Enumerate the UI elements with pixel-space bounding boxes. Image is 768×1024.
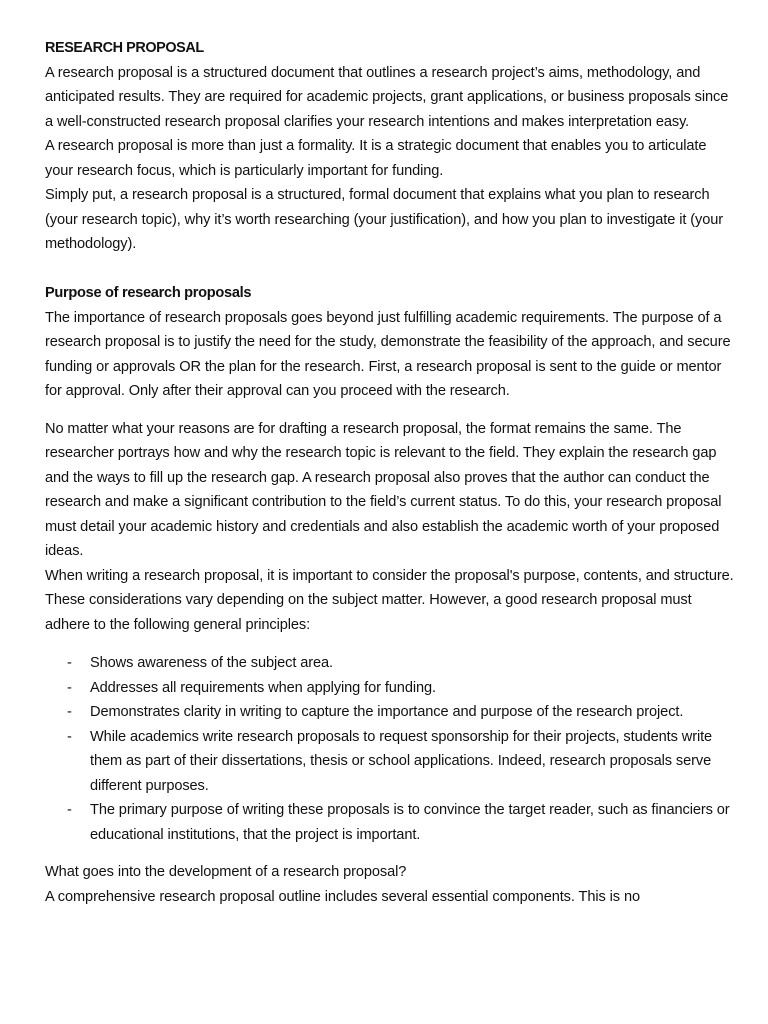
section-heading-purpose: Purpose of research proposals [45,285,252,301]
list-dash-marker: - [67,704,72,720]
list-dash-marker: - [67,802,72,818]
intro-paragraph: Simply put, a research proposal is a structured, formal document that explains what you plan to research (your research topic), why it’s worth researching (your justification), and how you plan to investigate it (your methodology). [45,187,723,252]
list-item-text: The primary purpose of writing these proposals is to convince the target reader, such as financiers or educational institutions, that the project is important. [90,802,730,843]
list-item [45,651,735,676]
spacer [45,257,735,282]
document-page [45,36,735,909]
list-dash-marker: - [67,728,72,745]
development-question: What goes into the development of a research proposal? [45,864,407,880]
purpose-paragraph: When writing a research proposal, it is important to consider the proposal's purpose, contents, and structure. These considerations vary depending on the subject matter. However, a good research proposal must adhere to the following general principles: [45,567,734,633]
purpose-paragraph: The importance of research proposals goes beyond just fulfilling academic requirements. The purpose of a research proposal is to justify the need for the study, demonstrate the feasibility of the approach, and secure funding or approvals OR the plan for the research. First, a research proposal is sent to the guide or mentor for approval. Only after their approval can you proceed with the research. [45,309,731,399]
list-item [45,700,735,725]
document-title: RESEARCH PROPOSAL [45,40,204,56]
list-item-text: While academics write research proposals to request sponsorship for their projects, students write them as part of their dissertations, thesis or school applications. Indeed, research proposals serve different purposes. [90,728,713,794]
spacer [45,637,735,651]
development-paragraph: A comprehensive research proposal outline includes several essential components. This is no [45,888,640,905]
list-item [45,798,735,847]
purpose-paragraph: No matter what your reasons are for drafting a research proposal, the format remains the same. The researcher portrays how and why the research topic is relevant to the field. They explain the research gap and the ways to fill up the research gap. A research proposal also proves that the author can conduct the research and make a significant contribution to the field’s current status. To do this, your research proposal must detail your academic history and credentials and also establish the academic worth of your proposed ideas. [45,420,722,559]
spacer [45,847,735,860]
list-item-text: Addresses all requirements when applying for funding. [90,679,436,696]
list-dash-marker: - [67,655,72,671]
principles-list [45,651,735,847]
list-item-text: Shows awareness of the subject area. [90,655,334,671]
intro-paragraph: A research proposal is a structured document that outlines a research project’s aims, methodology, and anticipated results. They are required for academic projects, grant applications, or business proposals since a well-constructed research proposal clarifies your research intentions and makes interpretation easy. [45,64,729,130]
list-dash-marker: - [67,679,72,696]
list-item [45,676,735,701]
spacer [45,404,735,417]
intro-paragraph: A research proposal is more than just a formality. It is a strategic document that enables you to articulate your research focus, which is particularly important for funding. [45,138,707,179]
list-item [45,725,735,799]
list-item-text: Demonstrates clarity in writing to capture the importance and purpose of the research project. [90,704,684,720]
